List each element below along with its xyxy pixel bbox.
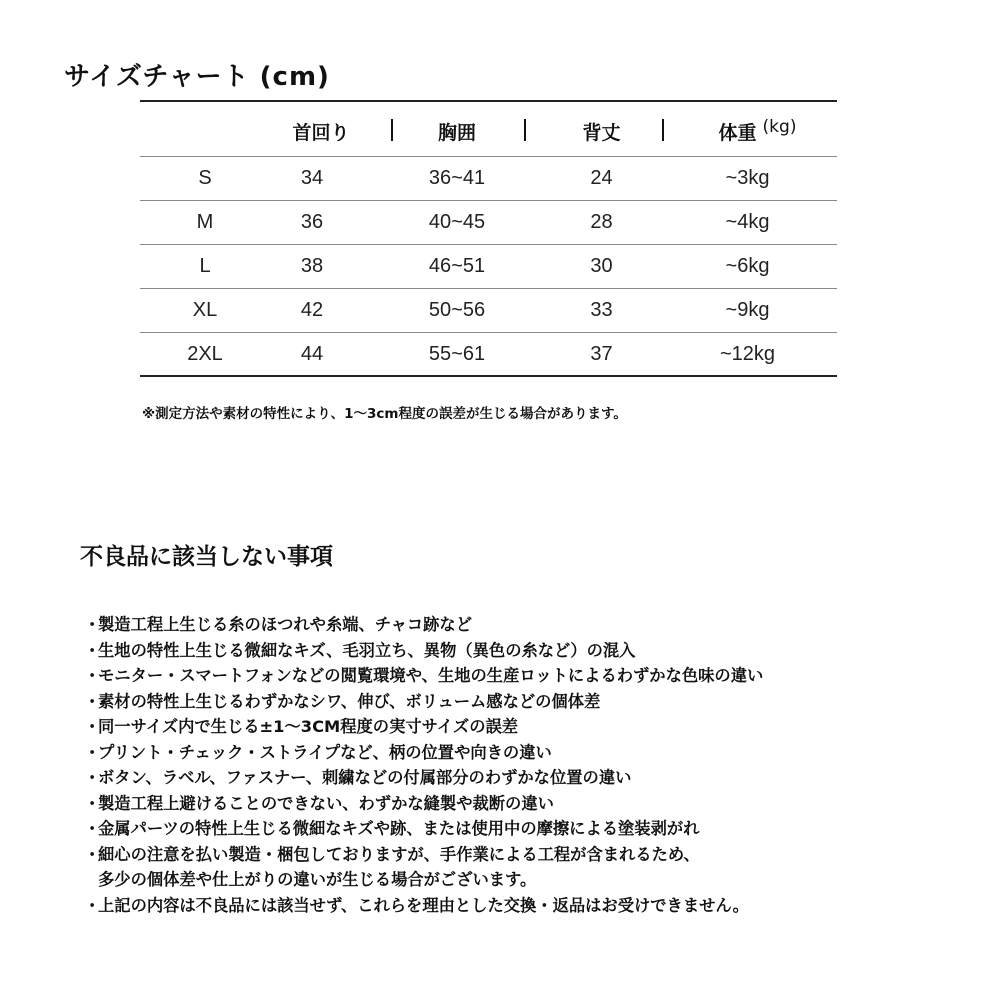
bullet: ・ [84,717,101,736]
list-item-text: 細心の注意を払い製造・梱包しておりますが、手作業による工程が含まれるため、 [98,844,700,864]
header-weight [680,102,835,158]
list-item-text: 生地の特性上生じる微細なキズ、毛羽立ち、異物（異色の糸など）の混入 [98,640,636,660]
cell-length: 30 [590,255,613,277]
page-title: サイズチャート (cm) [64,62,330,92]
cell-size: XL [192,299,218,321]
bullet: ・ [84,666,101,685]
list-item-text: プリント・チェック・ストライプなど、柄の位置や向きの違い [98,742,552,762]
cell-chest: 40~45 [428,211,486,233]
header-separator [524,119,526,141]
bullet: ・ [84,895,101,915]
list-item-text: 製造工程上生じる糸のほつれや糸端、チャコ跡など [98,615,472,634]
cell-neck: 38 [300,255,324,277]
cell-size: S [198,167,212,189]
cell-chest: 36~41 [428,167,486,189]
list-item [84,791,763,817]
bullet: ・ [84,640,101,660]
header-size [140,102,270,158]
cell-length: 37 [590,342,613,365]
list-item-text: 同一サイズ内で生じる±1〜3CM程度の実寸サイズの誤差 [98,717,519,736]
cell-neck: 44 [300,342,324,365]
cell-weight: ~9kg [725,299,770,321]
bullet: ・ [84,819,101,838]
cell-chest: 50~56 [428,299,486,321]
bullet: ・ [84,793,101,813]
table-row [140,333,837,375]
cell-chest: 55~61 [428,342,486,365]
list-item [84,638,763,664]
list-item-text: ボタン、ラベル、ファスナー、刺繍などの付属部分のわずかな位置の違い [98,768,632,787]
header-neck: 首回り [292,121,350,144]
cell-weight: ~6kg [725,255,770,277]
list-item-text: 上記の内容は不良品には該当せず、これらを理由とした交換・返品はお受けできません。 [98,895,749,915]
list-item [84,765,763,791]
list-item [84,689,763,715]
list-item-continuation [84,867,763,893]
list-item-text: モニター・スマートフォンなどの閲覧環境や、生地の生産ロットによるわずかな色味の違い [98,666,764,685]
header-weight-label: 体重 [718,121,757,144]
cell-length: 28 [590,211,613,233]
list-item-text: 素材の特性上生じるわずかなシワ、伸び、ボリューム感などの個体差 [98,691,601,711]
header-separator [391,119,393,141]
header-chest: 胸囲 [437,121,476,144]
cell-weight: ~4kg [725,211,770,233]
cell-chest: 46~51 [428,255,486,277]
list-item [84,816,763,842]
measurement-note: ※測定方法や素材の特性により、1〜3cm程度の誤差が生じる場合があります。 [142,406,627,422]
list-item [84,612,763,638]
list-item [84,893,763,919]
cell-neck: 42 [300,299,324,321]
cell-size: L [199,255,211,277]
header-separator [662,119,664,141]
list-item [84,842,763,868]
cell-neck: 34 [300,167,324,189]
section-title: 不良品に該当しない事項 [80,544,333,570]
bullet: ・ [84,844,101,864]
table-row [140,201,837,245]
cell-length: 33 [590,299,613,321]
cell-size: 2XL [187,342,223,365]
list-item [84,740,763,766]
cell-neck: 36 [300,211,324,233]
list-item-text: 金属パーツの特性上生じる微細なキズや跡、または使用中の摩擦による塗装剥がれ [98,819,700,838]
not-defective-list [84,612,763,918]
table-row [140,157,837,201]
list-item [84,714,763,740]
header-length: 背丈 [582,121,621,144]
cell-weight: ~12kg [719,342,776,365]
size-chart-table [140,100,837,377]
list-item-text: 多少の個体差や仕上がりの違いが生じる場合がございます。 [98,870,537,889]
bullet: ・ [84,615,101,634]
table-row [140,289,837,333]
bullet: ・ [84,691,101,711]
bullet: ・ [84,742,101,762]
table-row [140,245,837,289]
header-weight-unit: (kg) [762,117,797,137]
cell-size: M [196,211,214,233]
cell-weight: ~3kg [725,167,770,189]
list-item [84,663,763,689]
cell-length: 24 [590,167,613,189]
bullet: ・ [84,768,101,787]
list-item-text: 製造工程上避けることのできない、わずかな縫製や裁断の違い [98,793,554,813]
table-header-row [140,102,837,157]
